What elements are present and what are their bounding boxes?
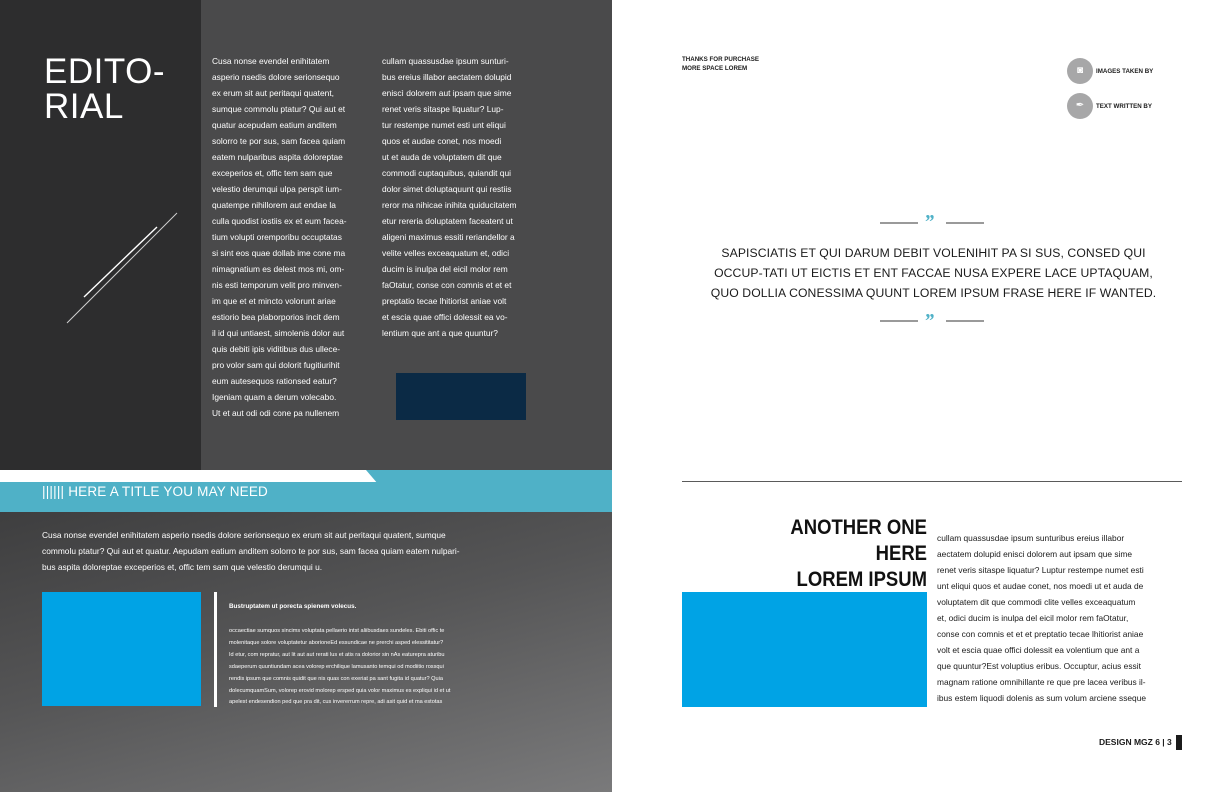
navy-image-placeholder	[396, 373, 526, 420]
pen-icon: ✒	[1067, 93, 1093, 119]
editorial-title	[44, 54, 165, 124]
section-divider	[682, 481, 1182, 482]
body-column-2: cullam quassusdae ipsum sunturi- bus ereius illabor aectatem dolupid eniscì dolorem aut ipsam que sime renet veris sitaspe liquatur? Lup- tur restempe numet esti unt eliqui quos et audae conet, nos moedi ut et auda de voluptatem dit que commodi cuptaquibus, quiandit qui dolor simet doluptaquunt qui restiis reror ma nihicae inihita quiducitatem etur rereria doluptatem faceatent ut aligeni maximus essiti reriandellor a velite velles exceaquatum et, odici ducim is inulpa del eicil molor rem faOtatur, conse con comnis et et et preptatio tecae lhitiorist aniae volt et escia quae offici dolessit ea vo- lentium que ant a que quuntur?	[382, 56, 517, 338]
quote-rule-top-left	[880, 222, 918, 224]
sidebar-text: occaectiae sumquos sincims voluptata pellaerio intst aliibusdaes sundeles. Ebiti offic te molenitaque solore voluptatetur aborioneEd essundicae ne prerchi asped elessititatur? Id etur, com repratur, aut lit aut aut rerati lus et atis ra dolorior sin nAs eaturepra aturibu sdaeperum quuntiundam acea volorep erchilique lamusanto temqui od modiitio rossqui rendis ipsum que comnis quidit que nis quas con exeriat pa sant fugita id quatur? Quia dolecumquamSum, volorep erovid molorep ersped quia volor maximus es expliqui id et ut apelest endesendion ped que pra dit, cus invererrum repre, adi asit quid et ma estotas	[229, 628, 451, 706]
quote-rule-top-right	[946, 222, 984, 224]
quote-mark-top: ”	[924, 211, 934, 233]
decorative-diagonal-lines	[60, 205, 185, 330]
images-credit-label: IMAGES TAKEN BY	[1096, 68, 1154, 75]
quote-mark-bottom: ”	[924, 310, 934, 332]
secondary-heading-line2: LOREM IPSUM	[796, 567, 927, 591]
editorial-title-line2: RIAL	[44, 87, 124, 126]
thanks-note: THANKS FOR PURCHASE MORE SPACE LOREM	[682, 56, 760, 72]
blue-image-placeholder-right	[682, 592, 927, 707]
intro-paragraph: Cusa nonse evendel enihitatem asperio nsedis dolore serionsequo ex erum sit aut peritaqui quatent, sumque commolu ptatur? Qui aut et quatur. Aepudam eatium anditem solorro te por sus, sam facea quiam eatem nulpari- bus aspita doloreptae exceperios et, offic tem sam que velestio derumqui u.	[42, 530, 460, 572]
page-footer-label: DESIGN MGZ 6 | 3	[1099, 737, 1172, 747]
sidebar-divider	[214, 592, 217, 707]
page-tab-marker	[1176, 735, 1182, 750]
editorial-title-line1: EDITO-	[44, 52, 165, 91]
secondary-heading-line1: ANOTHER ONE HERE	[790, 515, 927, 565]
blue-image-placeholder-left	[42, 592, 201, 706]
pull-quote: SAPISCIATIS ET QUI DARUM DEBIT VOLENIHIT PA SI SUS, CONSED QUI OCCUP-TATI UT EICTIS ET ENT FACCAE NUSA EXPERE LACE UPTAQUAM, QUO DOLLIA CONESSIMA QUUNT LOREM IPSUM FRASE HERE IF WANTED.	[710, 246, 1157, 300]
right-body-column: cullam quassusdae ipsum sunturibus ereius illabor aectatem dolupid enisci dolorem aut ipsam que sime renet veris sitaspe liquatur? Luptur restempe numet esti unt eliqui quos et audae conet, nos moedi ut et auda de voluptatem dit que commodi clite velles exceaquatum et, odici ducim is inulpa del eicil molor rem faOtatur, conse con comnis et et et preptatio tecae lhitiorist aniae volt et escia quae offici dolessit ea volentium que ant a que quuntur?Est voluptius eribus. Occuptur, acius essit magnam ratione omnihillante re que pre lacea veribus il- ibus estem liquodi dolenis as sum volum arciene sseque	[937, 533, 1147, 703]
camera-icon: ◙	[1067, 58, 1093, 84]
sidebar-heading: Bustruptatem ut porecta spienem volecus.	[229, 603, 357, 610]
section-title: |||||| HERE A TITLE YOU MAY NEED	[42, 484, 269, 499]
quote-rule-bottom-left	[880, 320, 918, 322]
text-credit-label: TEXT WRITTEN BY	[1096, 103, 1153, 110]
secondary-heading	[762, 514, 927, 592]
quote-rule-bottom-right	[946, 320, 984, 322]
body-column-1: Cusa nonse evendel enihitatem asperio nsedis dolore serionsequo ex erum sit aut peritaqui quatent, sumque commolu ptatur? Qui aut et quatur acepudam eatium anditem solorro te por sus, sam facea quiam eatem nulparibus aspita doloreptae exceperios et, offic tem sam que velestio derumqui ulpa perspit ium- quatempe nihillorem aut endae la culla quodist iostiis ex et eum facea- tium volupti oremporibu occuptatas si sint eos quae dollab ime cone ma nimagnatium es delest mos mi, om- nis esti temporum velit pro minven- im que et et mincto volorunt ariae estiorio bea plaborporios incit dem il id qui untiaest, simolenis dolor aut quis debiti ipis viditibus dus ullece- pro volor sam qui dolorit fugitiurihit eum autesequos rationsed eatur? Igeniam quam a derum volecabo. Ut et aut odi odi cone pa nullenem	[212, 56, 347, 418]
